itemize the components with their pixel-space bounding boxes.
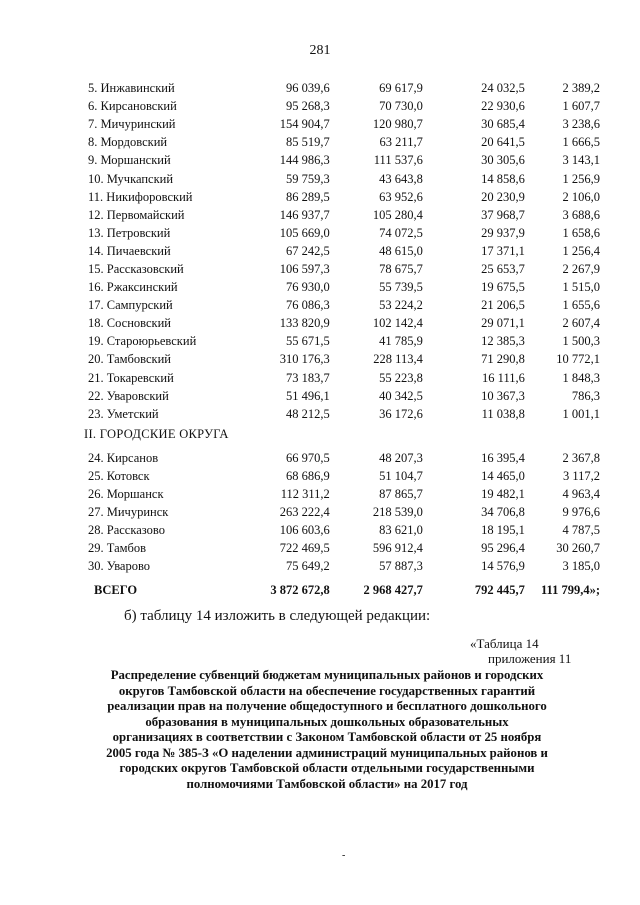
value-cell: 29 937,9: [481, 225, 525, 240]
value-cell: 25 653,7: [481, 261, 525, 276]
value-cell: 786,3: [571, 388, 600, 403]
value-cell: 12 385,3: [481, 334, 525, 349]
district-name: 24. Кирсанов: [88, 450, 159, 465]
value-cell: 112 311,2: [280, 487, 330, 502]
value-cell: 102 142,4: [372, 316, 423, 331]
value-cell: 1 658,6: [562, 225, 600, 240]
value-cell: 51 104,7: [379, 468, 423, 483]
value-cell: 11 038,8: [481, 406, 525, 421]
value-cell: 48 207,3: [379, 450, 423, 465]
value-cell: 75 649,2: [286, 559, 330, 574]
value-cell: 1 256,9: [562, 171, 600, 186]
value-cell: 10 772,1: [556, 352, 600, 367]
value-cell: 9 976,6: [562, 505, 600, 520]
instruction-text: б) таблицу 14 изложить в следующей редакции:: [124, 608, 431, 624]
value-cell: 105 280,4: [372, 207, 423, 222]
heading-line: организациях в соответствии с Законом Тамбовской области от 25 ноября: [112, 730, 542, 744]
value-cell: 95 268,3: [286, 99, 330, 114]
value-cell: 154 904,7: [279, 117, 330, 132]
district-name: 29. Тамбов: [88, 541, 147, 556]
table-row: [84, 151, 600, 169]
value-cell: 1 655,6: [562, 298, 600, 313]
value-cell: 34 706,8: [481, 505, 525, 520]
table-row: [84, 224, 600, 242]
value-cell: 722 469,5: [279, 541, 330, 556]
table-row: [84, 503, 600, 521]
value-cell: 63 952,6: [379, 189, 423, 204]
value-cell: 43 643,8: [379, 171, 423, 186]
value-cell: 3 143,1: [562, 153, 600, 168]
value-cell: 14 576,9: [481, 559, 525, 574]
value-cell: 24 032,5: [481, 81, 525, 96]
table-heading: [92, 668, 562, 792]
value-cell: 19 482,1: [481, 487, 525, 502]
table-row: [84, 169, 600, 187]
value-cell: 105 669,0: [279, 225, 330, 240]
value-cell: 3 185,0: [562, 559, 600, 574]
district-name: 23. Уметский: [88, 406, 159, 421]
district-name: 8. Мордовский: [88, 135, 168, 150]
table-row: [84, 133, 600, 151]
table-row: [84, 332, 600, 350]
value-cell: 41 785,9: [379, 334, 423, 349]
table-row: [84, 449, 600, 467]
heading-line: полномочиями Тамбовской области» на 2017 год: [186, 776, 468, 791]
table-row: [84, 296, 600, 314]
value-cell: 53 224,2: [379, 298, 423, 313]
value-cell: 21 206,5: [481, 298, 525, 313]
table-row: [84, 206, 600, 224]
total-cell: 2 968 427,7: [363, 583, 423, 598]
value-cell: 63 211,7: [379, 135, 423, 150]
district-name: 27. Мичуринск: [88, 505, 169, 520]
value-cell: 1 256,4: [562, 243, 600, 258]
district-name: 11. Никифоровский: [88, 189, 193, 204]
total-cell: 111 799,4»;: [540, 583, 600, 598]
district-name: 5. Инжавинский: [88, 81, 175, 96]
table-row: [84, 350, 600, 368]
value-cell: 2 106,0: [562, 189, 600, 204]
district-name: 17. Сампурский: [88, 298, 173, 313]
value-cell: 69 617,9: [379, 81, 423, 96]
district-name: 20. Тамбовский: [88, 352, 171, 367]
caption-line: «Таблица 14: [470, 636, 539, 651]
value-cell: 4 963,4: [562, 487, 600, 502]
district-name: 22. Уваровский: [88, 388, 169, 403]
district-name: 10. Мучкапский: [88, 171, 174, 186]
value-cell: 14 858,6: [481, 171, 525, 186]
value-cell: 96 039,6: [286, 81, 330, 96]
value-cell: 83 621,0: [379, 523, 423, 538]
value-cell: 2 267,9: [562, 261, 600, 276]
heading-line: Распределение субвенций бюджетам муниципальных районов и городских: [110, 668, 544, 682]
value-cell: 68 686,9: [286, 468, 330, 483]
value-cell: 1 607,7: [562, 99, 600, 114]
value-cell: 1 848,3: [562, 370, 600, 385]
value-cell: 133 820,9: [279, 316, 330, 331]
table-row: [84, 369, 600, 387]
district-name: 16. Ржаксинский: [88, 280, 178, 295]
district-name: 21. Токаревский: [88, 370, 174, 385]
value-cell: 1 001,1: [562, 406, 600, 421]
value-cell: 111 537,6: [373, 153, 423, 168]
value-cell: 1 666,5: [562, 135, 600, 150]
value-cell: 18 195,1: [481, 523, 525, 538]
value-cell: 78 675,7: [379, 261, 423, 276]
value-cell: 3 238,6: [562, 117, 600, 132]
value-cell: 30 305,6: [481, 153, 525, 168]
value-cell: 310 176,3: [279, 352, 330, 367]
district-name: 26. Моршанск: [88, 487, 164, 502]
total-cell: 792 445,7: [474, 583, 525, 598]
table-row: [84, 278, 600, 296]
value-cell: 596 912,4: [372, 541, 423, 556]
value-cell: 70 730,0: [379, 99, 423, 114]
table-row: [84, 79, 600, 97]
value-cell: 74 072,5: [379, 225, 423, 240]
value-cell: 57 887,3: [379, 559, 423, 574]
value-cell: 71 290,8: [481, 352, 525, 367]
caption-line: приложения 11: [488, 651, 572, 666]
table-row: [84, 188, 600, 206]
district-name: 19. Староюрьевский: [88, 334, 197, 349]
value-cell: 95 296,4: [481, 541, 525, 556]
value-cell: 20 230,9: [481, 189, 525, 204]
value-cell: 76 930,0: [286, 280, 330, 295]
value-cell: 86 289,5: [286, 189, 330, 204]
value-cell: 14 465,0: [481, 468, 525, 483]
page-number: 281: [309, 43, 331, 58]
district-name: 13. Петровский: [88, 225, 171, 240]
district-name: 14. Пичаевский: [88, 243, 171, 258]
value-cell: 30 685,4: [481, 117, 525, 132]
table-row: [84, 115, 600, 133]
heading-line: 2005 года № 385-З «О наделении администраций муниципальных районов и: [106, 745, 548, 760]
value-cell: 144 986,3: [279, 153, 330, 168]
value-cell: 106 603,6: [279, 523, 330, 538]
value-cell: 19 675,5: [481, 280, 525, 295]
value-cell: 146 937,7: [279, 207, 330, 222]
table-row: [84, 539, 600, 557]
value-cell: 2 389,2: [562, 81, 600, 96]
value-cell: 55 671,5: [286, 334, 330, 349]
district-name: 30. Уварово: [88, 559, 151, 574]
table-row: [84, 242, 600, 260]
table-caption: [470, 636, 571, 666]
district-name: 15. Рассказовский: [88, 261, 184, 276]
value-cell: 29 071,1: [481, 316, 525, 331]
table-row: [84, 405, 600, 423]
value-cell: 67 242,5: [286, 243, 330, 258]
page-mark: -: [342, 850, 346, 861]
value-cell: 37 968,7: [481, 207, 525, 222]
value-cell: 10 367,3: [481, 388, 525, 403]
district-name: 28. Рассказово: [88, 523, 165, 538]
value-cell: 59 759,3: [286, 171, 330, 186]
value-cell: 30 260,7: [556, 541, 600, 556]
value-cell: 218 539,0: [372, 505, 423, 520]
table-row: [84, 260, 600, 278]
table-row: [84, 314, 600, 332]
district-name: 18. Сосновский: [88, 316, 171, 331]
section-row: [84, 423, 600, 445]
value-cell: 55 223,8: [379, 370, 423, 385]
district-name: 6. Кирсановский: [88, 99, 177, 114]
value-cell: 20 641,5: [481, 135, 525, 150]
value-cell: 66 970,5: [286, 450, 330, 465]
value-cell: 48 615,0: [379, 243, 423, 258]
table-row: [84, 387, 600, 405]
value-cell: 120 980,7: [372, 117, 423, 132]
total-label: ВСЕГО: [94, 583, 138, 598]
value-cell: 16 395,4: [481, 450, 525, 465]
district-name: 25. Котовск: [88, 468, 150, 483]
heading-line: реализации прав на получение общедоступного и бесплатного дошкольного: [107, 699, 547, 713]
value-cell: 263 222,4: [279, 505, 330, 520]
value-cell: 48 212,5: [286, 406, 330, 421]
total-cell: 3 872 672,8: [270, 583, 330, 598]
table-row: [84, 467, 600, 485]
value-cell: 17 371,1: [481, 243, 525, 258]
value-cell: 22 930,6: [481, 99, 525, 114]
value-cell: 4 787,5: [562, 523, 600, 538]
value-cell: 73 183,7: [286, 370, 330, 385]
district-name: 7. Мичуринский: [88, 117, 176, 132]
table-row: [84, 485, 600, 503]
value-cell: 2 367,8: [562, 450, 600, 465]
table-row: [84, 557, 600, 575]
section-title: II. ГОРОДСКИЕ ОКРУГА: [84, 426, 229, 441]
value-cell: 51 496,1: [286, 388, 330, 403]
value-cell: 36 172,6: [379, 406, 423, 421]
value-cell: 2 607,4: [562, 316, 600, 331]
value-cell: 1 515,0: [562, 280, 600, 295]
value-cell: 3 117,2: [562, 468, 600, 483]
subvention-table: [84, 79, 600, 601]
value-cell: 228 113,4: [373, 352, 423, 367]
district-name: 9. Моршанский: [88, 153, 171, 168]
heading-line: округов Тамбовской области на обеспечение государственных гарантий: [118, 683, 536, 698]
value-cell: 1 500,3: [562, 334, 600, 349]
value-cell: 87 865,7: [379, 487, 423, 502]
value-cell: 76 086,3: [286, 298, 330, 313]
heading-line: городских округов Тамбовской области отдельными государственными: [119, 761, 535, 775]
value-cell: 3 688,6: [562, 207, 600, 222]
value-cell: 106 597,3: [279, 261, 330, 276]
heading-line: образования в муниципальных дошкольных образовательных: [145, 714, 509, 729]
table-row: [84, 97, 600, 115]
value-cell: 55 739,5: [379, 280, 423, 295]
value-cell: 40 342,5: [379, 388, 423, 403]
value-cell: 85 519,7: [286, 135, 330, 150]
total-row: [84, 575, 600, 601]
district-name: 12. Первомайский: [88, 207, 185, 222]
value-cell: 16 111,6: [482, 370, 525, 385]
table-row: [84, 521, 600, 539]
